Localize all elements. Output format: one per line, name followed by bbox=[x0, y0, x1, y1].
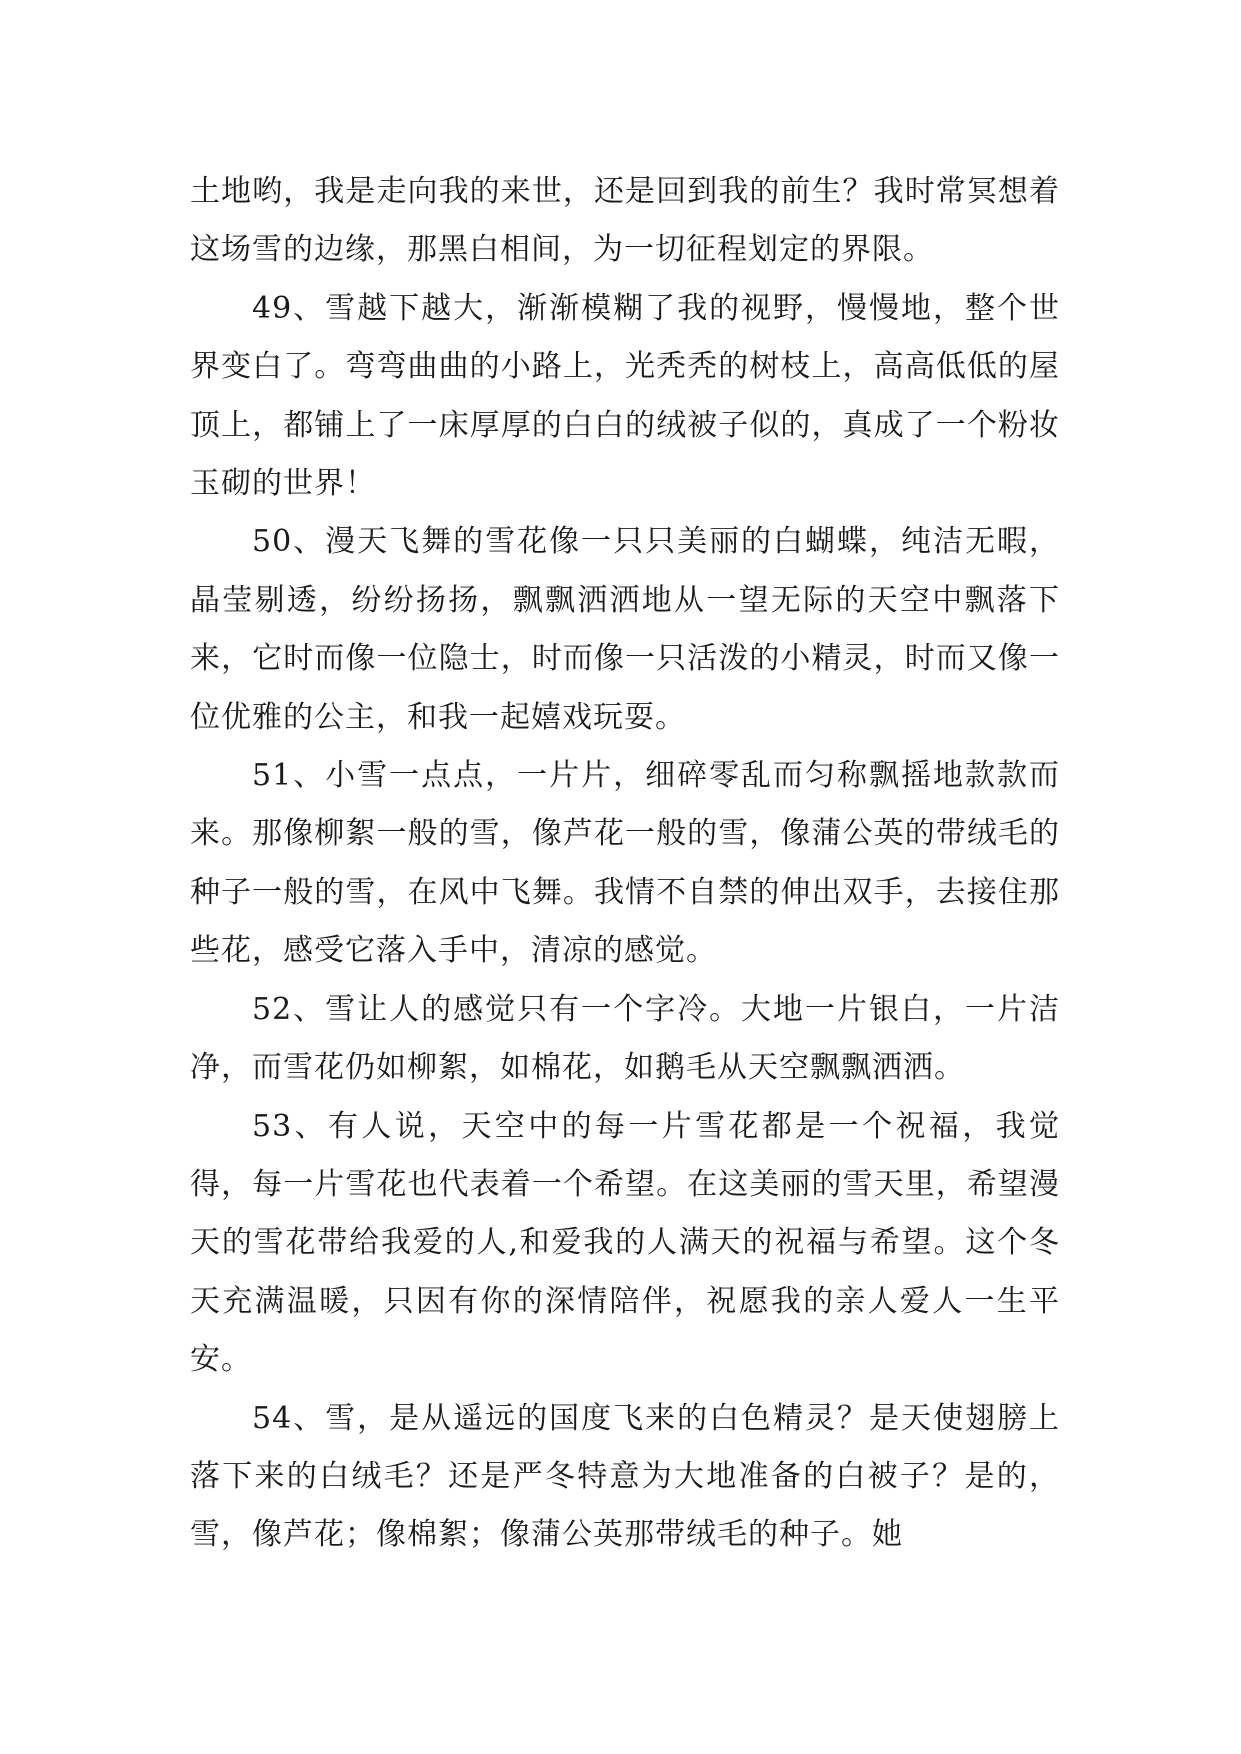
paragraph-50: 50、漫天飞舞的雪花像一只只美丽的白蝴蝶，纯洁无暇，晶莹剔透，纷纷扬扬，飘飘洒洒地从一望无际的天空中飘落下来，它时而像一位隐士，时而像一只活泼的小精灵，时而又像一位优雅的公主，和我一起嬉戏玩耍。 bbox=[190, 524, 1060, 735]
paragraph-51: 51、小雪一点点，一片片，细碎零乱而匀称飘摇地款款而来。那像柳絮一般的雪，像芦花一般的雪，像蒲公英的带绒毛的种子一般的雪，在风中飞舞。我情不自禁的伸出双手，去接住那些花，感受它落入手中，清凉的感觉。 bbox=[190, 758, 1060, 969]
paragraph-49: 49、雪越下越大，渐渐模糊了我的视野，慢慢地，整个世界变白了。弯弯曲曲的小路上，光秃秃的树枝上，高高低低的屋顶上，都铺上了一床厚厚的白白的绒被子似的，真成了一个粉妆玉砌的世界！ bbox=[190, 290, 1060, 502]
paragraph-continuation: 土地哟，我是走向我的来世，还是回到我的前生？我时常冥想着这场雪的边缘，那黑白相间，为一切征程划定的界限。 bbox=[190, 174, 1060, 268]
paragraph-54: 54、雪，是从遥远的国度飞来的白色精灵？是天使翅膀上落下来的白绒毛？还是严冬特意为大地准备的白被子？是的，雪，像芦花；像棉絮；像蒲公英那带绒毛的种子。她 bbox=[190, 1400, 1060, 1553]
document-page bbox=[190, 163, 1060, 1565]
paragraph-52: 52、雪让人的感觉只有一个字冷。大地一片银白，一片洁净，而雪花仍如柳絮，如棉花，如鹅毛从天空飘飘洒洒。 bbox=[190, 991, 1060, 1086]
paragraph-53: 53、有人说，天空中的每一片雪花都是一个祝福，我觉得，每一片雪花也代表着一个希望。在这美丽的雪天里，希望漫天的雪花带给我爱的人,和爱我的人满天的祝福与希望。这个冬天充满温暖，只因有你的深情陪伴，祝愿我的亲人爱人一生平安。 bbox=[190, 1108, 1060, 1378]
